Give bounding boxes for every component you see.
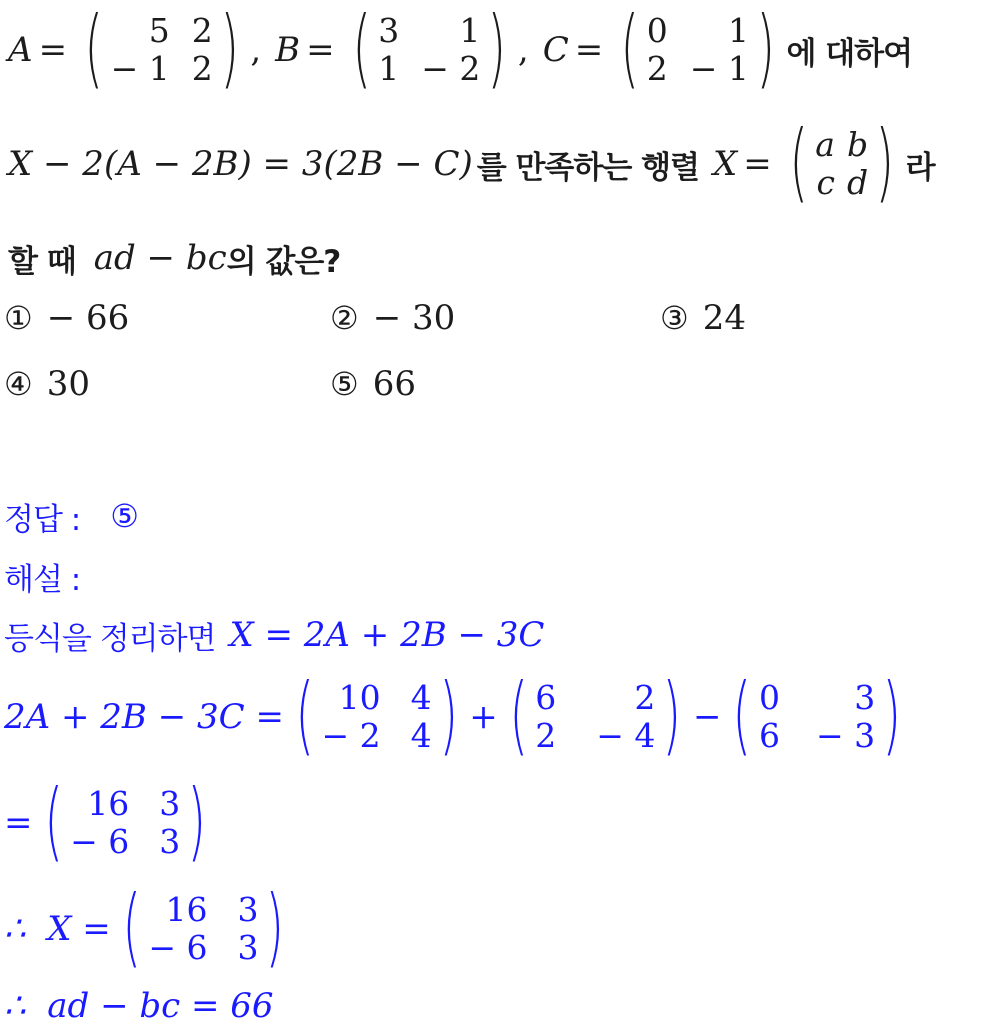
matrix-x-result: ( 16 3 − 6 3 ) bbox=[122, 877, 285, 977]
solution-step-3: = ( 16 3 − 6 3 ) bbox=[4, 778, 218, 868]
circled-4-icon: ④ bbox=[4, 365, 33, 403]
solution-step-1: 등식을 정리하면 X = 2A + 2B − 3C bbox=[4, 615, 545, 657]
circled-2-icon: ② bbox=[330, 299, 359, 337]
problem-line-1: A = ( 5 2 − 1 2 ) , B = ( 3 1 1 − 2 ) , C = ( 0 1 2 − 1 ) 에 대하여 bbox=[8, 0, 913, 98]
choice-2[interactable]: ② − 30 bbox=[330, 298, 456, 338]
matrix-b: ( 3 1 1 − 2 ) bbox=[352, 0, 507, 98]
matrix-a: ( 5 2 − 1 2 ) bbox=[84, 0, 239, 98]
problem-line-3: 할 때 ad − bc 의 값은? bbox=[8, 238, 341, 280]
matrix-result: ( 16 3 − 6 3 ) bbox=[44, 771, 207, 871]
main-equation: X − 2(A − 2B) = 3(2B − C) bbox=[8, 144, 473, 184]
matrix-c: ( 0 1 2 − 1 ) bbox=[620, 0, 775, 98]
matrix-2b: ( 6 2 2 − 4 ) bbox=[509, 665, 682, 765]
answer-line: 정답 : ⑤ bbox=[4, 497, 139, 538]
circled-5-icon: ⑤ bbox=[330, 365, 359, 403]
answer-value: ⑤ bbox=[110, 497, 139, 535]
explanation-label: 해설 : bbox=[4, 561, 81, 598]
choice-5[interactable]: ⑤ 66 bbox=[330, 364, 416, 404]
circled-3-icon: ③ bbox=[660, 299, 689, 337]
solution-step-4: ∴ X = ( 16 3 − 6 3 ) bbox=[4, 884, 296, 974]
solution-step-2: 2A + 2B − 3C = ( 10 4 − 2 4 ) + ( 6 2 2 − 4 ) − ( 0 3 6 − 3 ) bbox=[4, 672, 913, 762]
matrix-2a: ( 10 4 − 2 4 ) bbox=[295, 665, 458, 765]
choice-4[interactable]: ④ 30 bbox=[4, 364, 90, 404]
matrix-x-symbolic: ( a b c d ) bbox=[789, 112, 895, 212]
matrix-3c: ( 0 3 6 − 3 ) bbox=[733, 665, 902, 765]
problem-line-2: X − 2(A − 2B) = 3(2B − C) 를 만족하는 행렬 X = ( a b c d ) 라 bbox=[8, 112, 935, 212]
choice-1[interactable]: ① − 66 bbox=[4, 298, 130, 338]
circled-1-icon: ① bbox=[4, 299, 33, 337]
solution-final: ∴ ad − bc = 66 bbox=[4, 986, 274, 1026]
choice-3[interactable]: ③ 24 bbox=[660, 298, 746, 338]
